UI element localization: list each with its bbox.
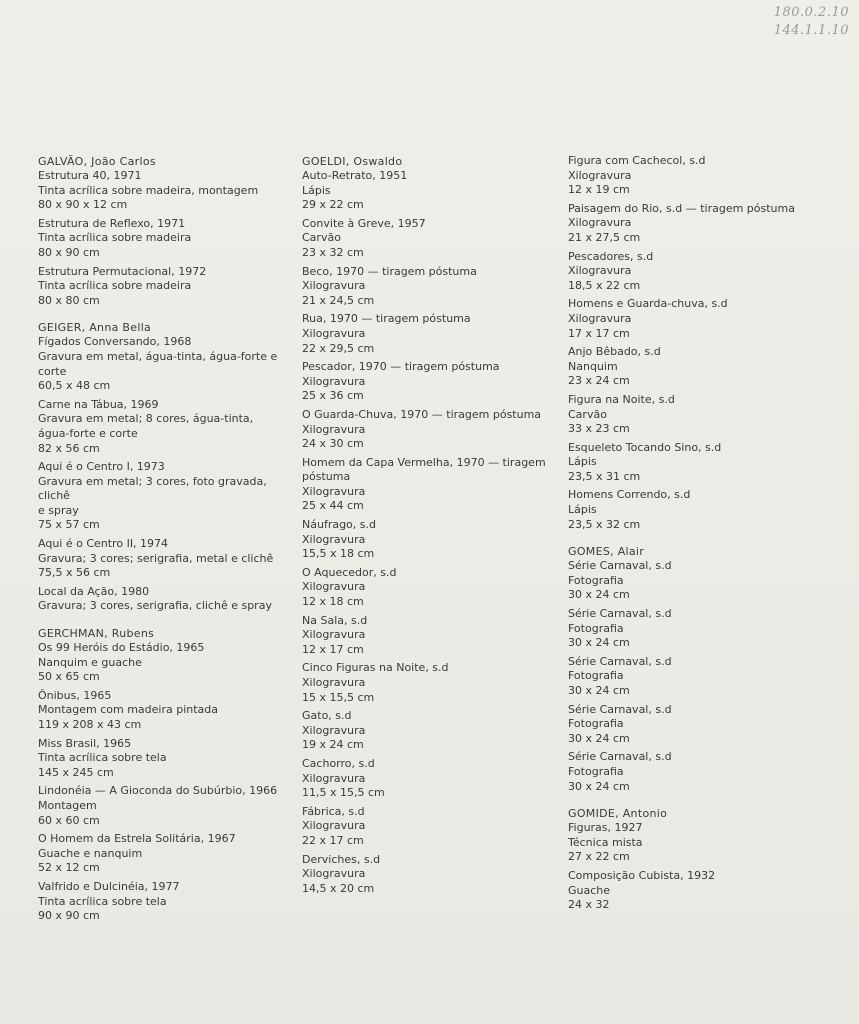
artwork-title: Figura na Noite, s.d: [568, 392, 675, 406]
artwork-title: Paisagem do Rio, s.d — tiragem póstuma: [568, 201, 795, 215]
artist-entry: [568, 806, 808, 913]
artwork-title: Rua, 1970 — tiragem póstuma: [302, 312, 471, 326]
artwork-detail: Xilogravura: [302, 867, 366, 881]
artwork-title: Convite à Greve, 1957: [302, 216, 426, 230]
artwork-item: [38, 217, 293, 261]
artwork-detail: Xilogravura: [568, 264, 632, 278]
artwork-title: Composição Cubista, 1932: [568, 868, 716, 882]
artwork-item: [38, 737, 293, 781]
artwork-detail: 30 x 24 cm: [568, 588, 630, 602]
artwork-title: Fígados Conversando, 1968: [38, 335, 192, 349]
artwork-detail: 23,5 x 31 cm: [568, 469, 641, 483]
artwork-detail: Lápis: [568, 503, 597, 517]
artwork-detail: 22 x 29,5 cm: [302, 341, 375, 355]
artwork-title: Valfrido e Dulcinéia, 1977: [38, 879, 180, 893]
catalog-column-1: [38, 154, 293, 936]
artwork-detail: 80 x 90 x 12 cm: [38, 198, 128, 212]
artwork-detail: Técnica mista: [568, 835, 643, 849]
artwork-detail: 75 x 57 cm: [38, 518, 100, 532]
artwork-detail: Xilogravura: [302, 374, 366, 388]
artwork-title: Série Carnaval, s.d: [568, 750, 672, 764]
artwork-title: Aqui é o Centro II, 1974: [38, 537, 169, 551]
artwork-title: Carne na Tábua, 1969: [38, 397, 159, 411]
artwork-item: [568, 345, 808, 389]
handwritten-note: 144.1.1.10: [773, 23, 849, 38]
artist-name: GOMIDE, Antonio: [568, 807, 668, 821]
artwork-detail: Gravura; 3 cores; serigrafia, metal e clichê: [38, 551, 274, 565]
artwork-detail: 17 x 17 cm: [568, 326, 630, 340]
artwork-title: Série Carnaval, s.d: [568, 654, 672, 668]
artwork-detail: Xilogravura: [302, 676, 366, 689]
artwork-detail: Tinta acrílica sobre tela: [38, 751, 167, 765]
artwork-detail: 15 x 15,5 cm: [302, 690, 375, 704]
artwork-title: Aqui é o Centro I, 1973: [38, 460, 165, 474]
artwork-item: [38, 265, 293, 309]
artwork-item: [38, 784, 293, 828]
artwork-item: [568, 297, 808, 341]
artwork-detail: 80 x 90 cm: [38, 245, 100, 259]
artwork-detail: Xilogravura: [302, 819, 366, 833]
artwork-item: [568, 655, 808, 699]
artwork-title: Cinco Figuras na Noite, s.d: [302, 661, 449, 675]
artwork-detail: Xilogravura: [568, 216, 632, 230]
artwork-detail: 33 x 23 cm: [568, 422, 630, 436]
artwork-detail: 24 x 32: [568, 898, 610, 912]
artwork-detail: Guache: [568, 883, 611, 897]
artwork-item: [302, 408, 560, 452]
artwork-item: [302, 456, 560, 514]
artwork-detail: 52 x 12 cm: [38, 861, 100, 875]
artwork-detail: Gravura; 3 cores, serigrafia, clichê e spray: [38, 599, 272, 613]
artwork-title: Os 99 Heróis do Estádio, 1965: [38, 641, 205, 655]
artwork-detail: 50 x 65 cm: [38, 670, 100, 684]
artwork-detail: 60 x 60 cm: [38, 813, 100, 827]
artwork-item: [568, 250, 808, 294]
artwork-detail: Xilogravura: [568, 168, 632, 182]
artwork-detail: Xilogravura: [302, 723, 366, 737]
artwork-item: [302, 360, 560, 404]
artwork-detail: Xilogravura: [302, 771, 366, 785]
artwork-detail: 29 x 22 cm: [302, 198, 364, 212]
artist-name: GOMES, Alair: [568, 545, 645, 559]
artwork-detail: 80 x 80 cm: [38, 293, 100, 307]
artwork-item: [568, 750, 808, 794]
artwork-detail: 82 x 56 cm: [38, 441, 100, 455]
artwork-title: Figura com Cachecol, s.d: [568, 154, 706, 167]
artwork-detail: 19 x 24 cm: [302, 738, 364, 752]
artwork-detail: 23 x 24 cm: [568, 374, 630, 388]
artwork-detail: Gravura em metal, água-tinta, água-forte e corte: [38, 349, 278, 378]
artist-name: GOELDI, Oswaldo: [302, 155, 403, 168]
artwork-title: Anjo Bêbado, s.d: [568, 345, 661, 359]
artwork-title: O Homem da Estrela Solitária, 1967: [38, 832, 236, 846]
artwork-title: Local da Ação, 1980: [38, 584, 150, 598]
artwork-item: [302, 614, 560, 658]
artwork-detail: Fotografia: [568, 621, 624, 635]
catalog-column-2: [302, 154, 560, 908]
artwork-detail: Fotografia: [568, 573, 624, 587]
artist-entry: [568, 544, 808, 794]
artwork-item: [302, 566, 560, 610]
artwork-detail: 30 x 24 cm: [568, 636, 630, 650]
artwork-title: Miss Brasil, 1965: [38, 736, 132, 750]
artwork-detail: 12 x 19 cm: [568, 183, 630, 197]
artwork-title: Na Sala, s.d: [302, 613, 368, 627]
artwork-detail: Tinta acrílica sobre madeira, montagem: [38, 183, 259, 197]
artwork-item: [302, 853, 560, 897]
artwork-detail: Xilogravura: [568, 311, 632, 325]
artwork-detail: Xilogravura: [302, 422, 366, 436]
artwork-detail: 90 x 90 cm: [38, 909, 100, 923]
artist-entry: [38, 154, 293, 308]
artwork-item: [302, 757, 560, 801]
artwork-title: Ônibus, 1965: [38, 688, 112, 702]
artwork-item: [568, 559, 808, 603]
artwork-title: Estrutura 40, 1971: [38, 169, 142, 182]
artist-name: GERCHMAN, Rubens: [38, 627, 155, 641]
artwork-title: Estrutura Permutacional, 1972: [38, 264, 207, 278]
artwork-item: [38, 832, 293, 876]
artwork-title: Série Carnaval, s.d: [568, 607, 672, 621]
artwork-detail: 27 x 22 cm: [568, 850, 630, 864]
artwork-detail: 23 x 32 cm: [302, 245, 364, 259]
catalog-column-3: [568, 154, 808, 925]
artwork-title: Esqueleto Tocando Sino, s.d: [568, 440, 722, 454]
artist-entry: [568, 154, 808, 532]
artwork-detail: 22 x 17 cm: [302, 833, 364, 847]
artwork-detail: Carvão: [302, 231, 341, 245]
artwork-detail: 12 x 17 cm: [302, 642, 364, 656]
artwork-title: O Guarda-Chuva, 1970 — tiragem póstuma: [302, 407, 542, 421]
artwork-detail: 15,5 x 18 cm: [302, 547, 375, 561]
artwork-title: Gato, s.d: [302, 709, 352, 723]
artwork-detail: 60,5 x 48 cm: [38, 379, 111, 393]
artwork-item: [302, 518, 560, 562]
artwork-item: [302, 805, 560, 849]
artwork-detail: Guache e nanquim: [38, 846, 143, 860]
artwork-detail: 30 x 24 cm: [568, 731, 630, 745]
artwork-detail: 25 x 44 cm: [302, 499, 364, 513]
artwork-detail: Tinta acrílica sobre madeira: [38, 231, 192, 245]
artwork-detail: água-forte e corte: [38, 426, 138, 440]
artwork-detail: 21 x 24,5 cm: [302, 293, 375, 307]
artwork-detail: Montagem: [38, 798, 97, 812]
artwork-title: Homens Correndo, s.d: [568, 488, 691, 502]
artist-entry: [38, 320, 293, 614]
artwork-detail: 12 x 18 cm: [302, 595, 364, 609]
artwork-title: Pescadores, s.d: [568, 249, 654, 263]
artwork-detail: 145 x 245 cm: [38, 765, 114, 779]
artwork-title: Homens e Guarda-chuva, s.d: [568, 297, 728, 311]
artwork-detail: Xilogravura: [302, 279, 366, 293]
artist-entry: [302, 154, 560, 896]
artwork-detail: Lápis: [568, 455, 597, 469]
artwork-item: [38, 460, 293, 533]
artwork-detail: Gravura em metal; 3 cores, foto gravada, clichê: [38, 474, 267, 503]
artwork-item: [38, 689, 293, 733]
artwork-detail: 119 x 208 x 43 cm: [38, 718, 142, 731]
artwork-detail: Gravura em metal; 8 cores, água-tinta,: [38, 412, 254, 426]
artwork-title: Figuras, 1927: [568, 821, 643, 835]
artist-entry: [38, 626, 293, 924]
artwork-item: [568, 869, 808, 913]
artwork-item: [38, 585, 293, 614]
artwork-title: Auto-Retrato, 1951: [302, 169, 408, 182]
artwork-detail: 11,5 x 15,5 cm: [302, 786, 385, 800]
artwork-item: [302, 709, 560, 753]
artwork-item: [38, 169, 293, 213]
artwork-detail: 30 x 24 cm: [568, 684, 630, 697]
artwork-title: Série Carnaval, s.d: [568, 702, 672, 716]
artwork-item: [38, 641, 293, 685]
artwork-item: [568, 488, 808, 532]
artwork-title: Fábrica, s.d: [302, 804, 365, 818]
artwork-item: [568, 441, 808, 485]
artwork-title: Náufrago, s.d: [302, 518, 376, 532]
artwork-item: [568, 393, 808, 437]
artwork-detail: Nanquim e guache: [38, 655, 142, 669]
artwork-detail: Xilogravura: [302, 532, 366, 546]
artwork-detail: Xilogravura: [302, 484, 366, 498]
artwork-detail: 75,5 x 56 cm: [38, 566, 111, 580]
artwork-title: Pescador, 1970 — tiragem póstuma: [302, 360, 500, 374]
artwork-detail: Montagem com madeira pintada: [38, 703, 219, 717]
handwritten-note: 180.0.2.10: [773, 5, 849, 20]
artwork-detail: e spray: [38, 503, 79, 517]
artwork-item: [38, 537, 293, 581]
artwork-item: [568, 607, 808, 651]
artwork-detail: Fotografia: [568, 717, 624, 731]
artwork-item: [302, 661, 560, 705]
artwork-detail: Fotografia: [568, 669, 624, 683]
artwork-detail: Nanquim: [568, 359, 618, 373]
artwork-title: Estrutura de Reflexo, 1971: [38, 216, 186, 230]
artwork-item: [568, 703, 808, 747]
artwork-detail: Tinta acrílica sobre tela: [38, 894, 167, 908]
artwork-detail: 23,5 x 32 cm: [568, 517, 641, 531]
artwork-title: O Aquecedor, s.d: [302, 565, 397, 579]
artwork-detail: Lápis: [302, 183, 331, 197]
artwork-title: Cachorro, s.d: [302, 756, 375, 770]
artwork-detail: Tinta acrílica sobre madeira: [38, 279, 192, 293]
artwork-item: [568, 202, 808, 246]
artwork-detail: 24 x 30 cm: [302, 437, 364, 451]
artwork-title: Série Carnaval, s.d: [568, 559, 672, 573]
artwork-detail: Fotografia: [568, 764, 624, 778]
artwork-detail: Carvão: [568, 407, 607, 421]
artwork-detail: Xilogravura: [302, 326, 366, 340]
artwork-title: Derviches, s.d: [302, 852, 381, 866]
artwork-detail: Xilogravura: [302, 580, 366, 594]
artwork-item: [38, 335, 293, 393]
artwork-detail: 21 x 27,5 cm: [568, 230, 641, 244]
artwork-detail: Xilogravura: [302, 628, 366, 642]
artwork-item: [38, 398, 293, 456]
artwork-detail: 18,5 x 22 cm: [568, 278, 641, 292]
artwork-detail: 25 x 36 cm: [302, 389, 364, 403]
artwork-item: [568, 154, 808, 198]
artist-name: GALVÃO, João Carlos: [38, 155, 156, 168]
artwork-detail: 30 x 24 cm: [568, 779, 630, 793]
artwork-detail: póstuma: [302, 470, 351, 484]
artist-name: GEIGER, Anna Bella: [38, 321, 152, 335]
artwork-title: Lindonéia — A Gioconda do Subúrbio, 1966: [38, 784, 278, 798]
artwork-item: [302, 217, 560, 261]
artwork-item: [302, 265, 560, 309]
artwork-title: Beco, 1970 — tiragem póstuma: [302, 264, 477, 278]
handwritten-notes: [739, 4, 849, 40]
artwork-title: Homem da Capa Vermelha, 1970 — tiragem: [302, 455, 546, 469]
artwork-item: [38, 880, 293, 924]
artwork-item: [568, 821, 808, 865]
artwork-item: [302, 169, 560, 213]
artwork-item: [302, 312, 560, 356]
artwork-detail: 14,5 x 20 cm: [302, 881, 375, 895]
